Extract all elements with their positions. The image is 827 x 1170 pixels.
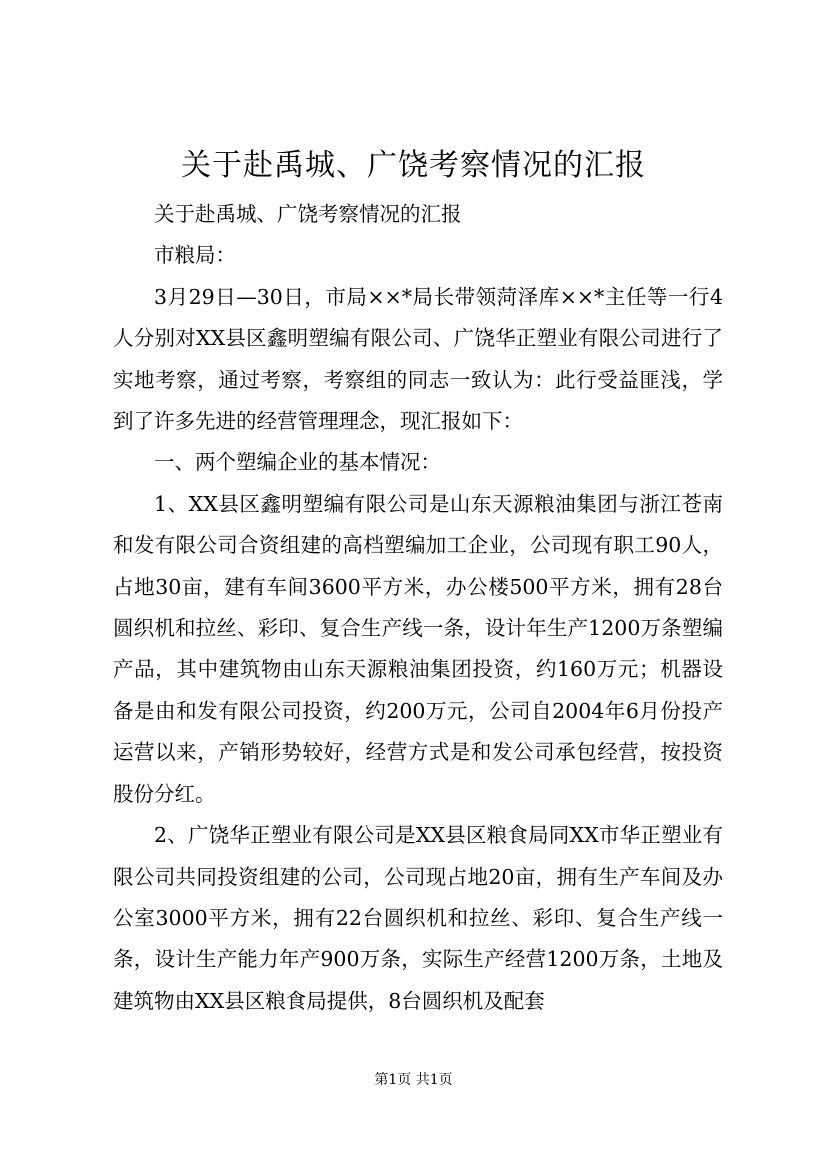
paragraph-company-2: 2、广饶华正塑业有限公司是XX县区粮食局同XX市华正塑业有限公司共同投资组建的公司，公司现占地20亩，拥有生产车间及办公室3000平方米，拥有22台圆织机和拉丝、彩印、复合生产线一条，设计生产能力年产900万条，实际生产经营1200万条，土地及建筑物由XX县区粮食局提供，8台圆织机及配套 (113, 823, 723, 1013)
paragraph-intro: 3月29日—30日，市局××*局长带领菏泽库××*主任等一行4人分别对XX县区鑫明塑编有限公司、广饶华正塑业有限公司进行了实地考察，通过考察，考察组的同志一致认为：此行受益匪浅，学到了许多先进的经营管理理念，现汇报如下： (113, 284, 723, 434)
document-title: 关于赴禹城、广饶考察情况的汇报 (181, 148, 646, 183)
paragraph-company-1: 1、XX县区鑫明塑编有限公司是山东天源粮油集团与浙江苍南和发有限公司合资组建的高档塑编加工企业，公司现有职工90人，占地30亩，建有车间3600平方米，办公楼500平方米，拥有28台圆织机和拉丝、彩印、复合生产线一条，设计年生产1200万条塑编产品，其中建筑物由山东天源粮油集团投资，约160万元；机器设备是由和发有限公司投资，约200万元，公司自2004年6月份投产运营以来，产销形势较好，经营方式是和发公司承包经营，按投资股份分红。 (113, 491, 723, 806)
document-body (113, 194, 723, 1022)
page-footer: 第1页 共1页 (374, 1072, 453, 1088)
paragraph-subtitle: 关于赴禹城、广饶考察情况的汇报 (154, 202, 462, 226)
paragraph-salutation: 市粮局： (154, 243, 236, 268)
paragraph-section-heading: 一、两个塑编企业的基本情况： (154, 450, 441, 475)
